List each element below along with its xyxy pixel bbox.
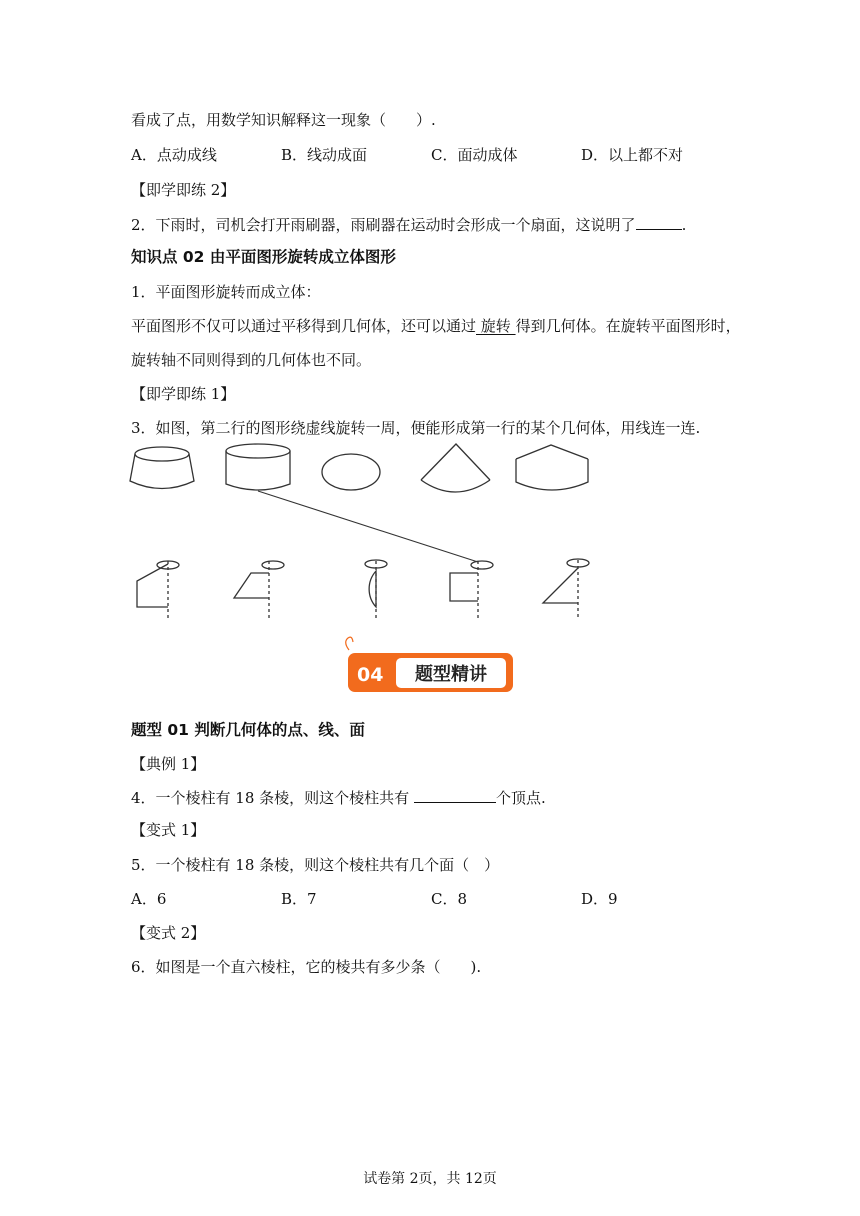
q5-option-a[interactable]: A．6 <box>131 890 167 908</box>
q3-text: 3．如图，第二行的图形绕虚线旋转一周，便能形成第一行的某个几何体，用线连一连. <box>131 419 701 437</box>
knowledge-point-02-paragraph-line2: 旋转轴不同则得到的几何体也不同。 <box>131 351 372 369</box>
type-01-title: 题型 01 判断几何体的点、线、面 <box>131 721 365 739</box>
example-heading-1: 【典例 1】 <box>131 755 206 773</box>
frustum-solid[interactable] <box>130 447 194 489</box>
q2-answer-blank[interactable] <box>636 214 682 230</box>
section-04-badge <box>343 636 515 694</box>
cylinder-solid[interactable] <box>226 444 290 490</box>
q1-option-b[interactable]: B．线动成面 <box>281 146 368 164</box>
para1-part-b: 得到几何体。在旋转平面图形时， <box>515 317 741 335</box>
badge-number: 04 <box>357 664 384 686</box>
cone-on-cylinder-solid[interactable] <box>516 445 588 490</box>
q5-option-d[interactable]: D．9 <box>581 890 618 908</box>
q4-answer-blank[interactable] <box>414 787 496 803</box>
q5-option-b[interactable]: B．7 <box>281 890 317 908</box>
q1-option-d[interactable]: D．以上都不对 <box>581 146 684 164</box>
q2-stem: 2．下雨时，司机会打开雨刷器，雨刷器在运动时会形成一个扇面，这说明了 <box>131 216 636 234</box>
knowledge-point-02-title: 知识点 02 由平面图形旋转成立体图形 <box>131 248 396 266</box>
q1-text-tail: 看成了点，用数学知识解释这一现象（ ）. <box>131 111 436 129</box>
q1-option-a[interactable]: A．点动成线 <box>131 146 217 164</box>
cone-solid[interactable] <box>421 444 490 492</box>
practice-heading-2: 【即学即练 2】 <box>131 181 236 199</box>
plane-shape-3-semicircle[interactable] <box>365 560 387 620</box>
q4-stem: 4．一个棱柱有 18 条棱，则这个棱柱共有 <box>131 789 414 807</box>
para1-part-a: 平面图形不仅可以通过平移得到几何体，还可以通过 <box>131 317 477 335</box>
q5-text: 5．一个棱柱有 18 条棱，则这个棱柱共有几个面（ ） <box>131 856 500 874</box>
plane-shape-1[interactable] <box>137 561 179 620</box>
plane-shape-2[interactable] <box>234 561 284 620</box>
q6-text: 6．如图是一个直六棱柱，它的棱共有多少条（ ). <box>131 958 482 976</box>
badge-label: 题型精讲 <box>415 664 487 685</box>
sphere-solid[interactable] <box>322 454 380 490</box>
q4-end: 个顶点. <box>495 789 546 807</box>
para1-answer: 旋转 <box>476 317 516 335</box>
variant-heading-2: 【变式 2】 <box>131 924 206 942</box>
q4-text <box>131 787 546 808</box>
q1-option-c[interactable]: C．面动成体 <box>431 146 518 164</box>
answer-connection-line[interactable] <box>258 491 478 562</box>
knowledge-point-02-paragraph-line1 <box>131 316 741 336</box>
q2-end: . <box>681 216 687 234</box>
knowledge-point-02-subtitle: 1．平面图形旋转而成立体： <box>131 283 321 301</box>
q2-text <box>131 214 686 235</box>
rotation-matching-figure <box>126 440 606 625</box>
variant-heading-1: 【变式 1】 <box>131 821 206 839</box>
plane-shape-5-triangle[interactable] <box>543 559 589 620</box>
badge-curl-decoration <box>346 637 353 650</box>
plane-shape-4-rectangle[interactable] <box>450 561 493 620</box>
page-footer: 试卷第 2页，共 12页 <box>363 1171 497 1187</box>
practice-heading-1: 【即学即练 1】 <box>131 385 236 403</box>
q5-option-c[interactable]: C．8 <box>431 890 468 908</box>
